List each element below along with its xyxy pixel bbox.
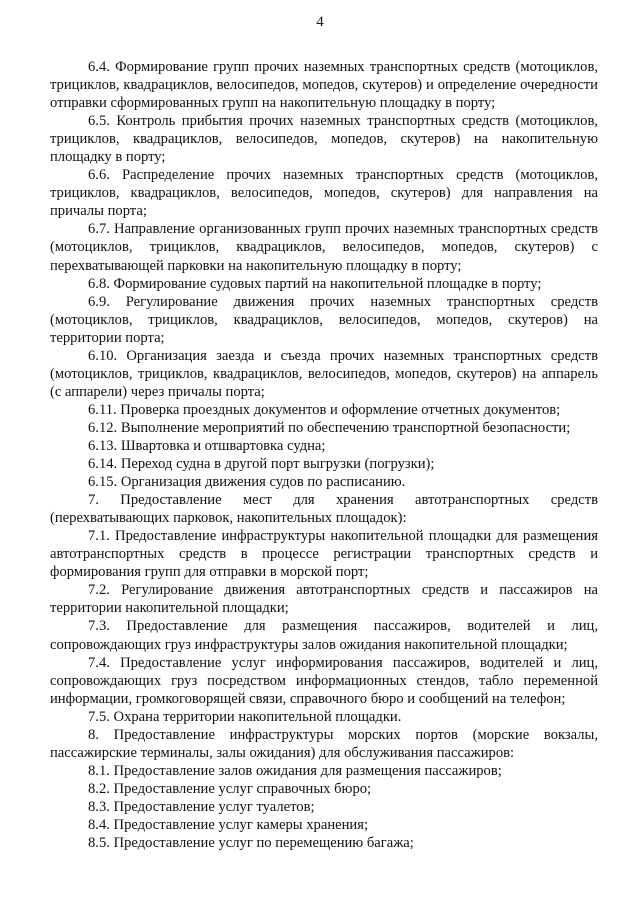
paragraph-6-11: 6.11. Проверка проездных документов и оформление отчетных документов;	[88, 401, 561, 418]
paragraph-6-7: 6.7. Направление организованных групп прочих наземных транспортных средств (мотоциклов, трициклов, квадрациклов, велосипедов, мопедов, скутеров) с перехватывающей парковки на накопительную площадку в порту;	[50, 221, 598, 274]
paragraph-6-8: 6.8. Формирование судовых партий на накопительной площадке в порту;	[88, 275, 542, 292]
paragraph-6-4: 6.4. Формирование групп прочих наземных транспортных средств (мотоциклов, трициклов, квадрациклов, велосипедов, мопедов, скутеров) и определение очередности отправки сформированных групп на накопительную площадку в порту;	[50, 59, 598, 112]
paragraph-8-2: 8.2. Предоставление услуг справочных бюро;	[88, 780, 372, 797]
paragraph-7-1: 7.1. Предоставление инфраструктуры накопительной площадки для размещения автотранспортных средств в процессе регистрации транспортных средств и формирования групп для отправки в морской порт;	[50, 528, 598, 581]
paragraph-6-14: 6.14. Переход судна в другой порт выгрузки (погрузки);	[88, 456, 435, 473]
paragraph-8-5: 8.5. Предоставление услуг по перемещению багажа;	[88, 835, 414, 852]
paragraph-7-4: 7.4. Предоставление услуг информирования пассажиров, водителей и лиц, сопровождающих груз посредством информационных стендов, табло переменной информации, громкоговорящей связи, справочного бюро и сообщений на телефон;	[50, 654, 598, 707]
paragraph-6-12: 6.12. Выполнение мероприятий по обеспечению транспортной безопасности;	[88, 419, 571, 436]
document-body	[50, 58, 598, 852]
paragraph-6-9: 6.9. Регулирование движения прочих наземных транспортных средств (мотоциклов, трициклов, квадрациклов, велосипедов, мопедов, скутеров) на территории порта;	[50, 293, 598, 346]
paragraph-7-2: 7.2. Регулирование движения автотранспортных средств и пассажиров на территории накопительной площадки;	[50, 582, 598, 617]
paragraph-7-3: 7.3. Предоставление для размещения пассажиров, водителей и лиц, сопровождающих груз инфраструктуры залов ожидания накопительной площадки;	[50, 618, 598, 653]
page-number: 4	[316, 14, 324, 30]
paragraph-8-1: 8.1. Предоставление залов ожидания для размещения пассажиров;	[88, 762, 502, 779]
paragraph-8: 8. Предоставление инфраструктуры морских портов (морские вокзалы, пассажирские терминалы, залы ожидания) для обслуживания пассажиров:	[50, 726, 598, 761]
paragraph-6-10: 6.10. Организация заезда и съезда прочих наземных транспортных средств (мотоциклов, трициклов, квадрациклов, велосипедов, мопедов, скутеров) на аппарель (с аппарели) через причалы порта;	[50, 347, 598, 400]
paragraph-8-4: 8.4. Предоставление услуг камеры хранения;	[88, 816, 369, 833]
paragraph-6-5: 6.5. Контроль прибытия прочих наземных транспортных средств (мотоциклов, трициклов, квадрациклов, велосипедов, мопедов, скутеров) на накопительную площадку в порту;	[50, 113, 598, 166]
paragraph-7: 7. Предоставление мест для хранения автотранспортных средств (перехватывающих парковок, накопительных площадок):	[50, 492, 598, 527]
paragraph-6-13: 6.13. Швартовка и отшвартовка судна;	[88, 437, 326, 454]
paragraph-8-3: 8.3. Предоставление услуг туалетов;	[88, 798, 315, 815]
paragraph-7-5: 7.5. Охрана территории накопительной площадки.	[88, 708, 402, 725]
paragraph-6-15: 6.15. Организация движения судов по расписанию.	[88, 474, 406, 491]
paragraph-6-6: 6.6. Распределение прочих наземных транспортных средств (мотоциклов, трициклов, квадрациклов, велосипедов, мопедов, скутеров) для направления на причалы порта;	[50, 167, 598, 220]
